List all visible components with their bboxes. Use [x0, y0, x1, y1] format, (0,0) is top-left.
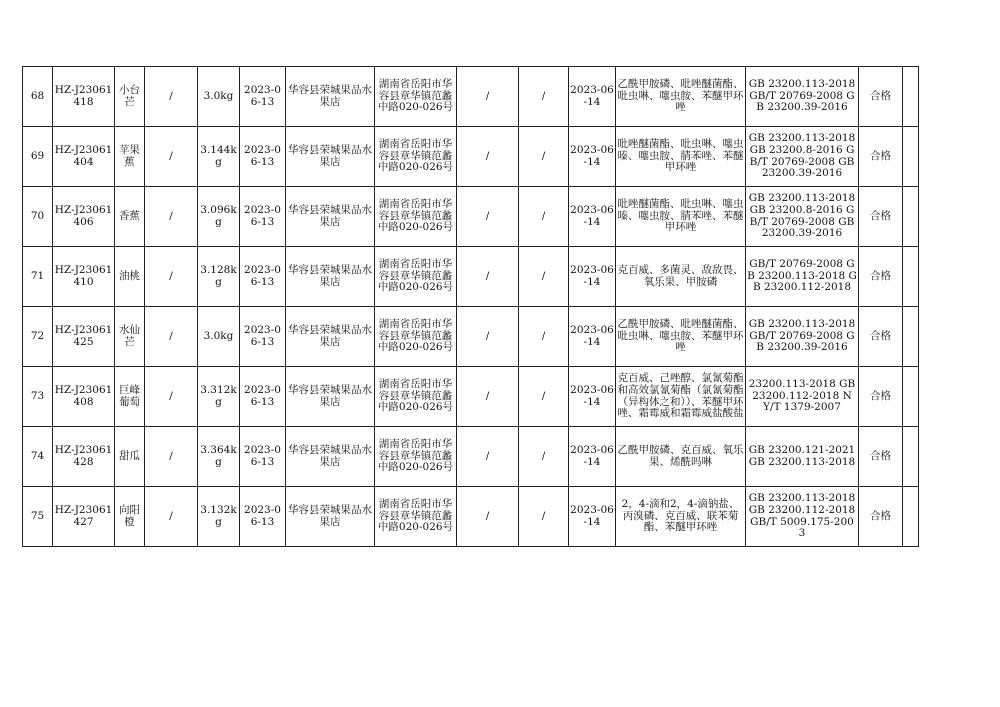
- remarks-cell: [903, 187, 919, 247]
- result-cell: 合格: [859, 67, 903, 127]
- standards-cell: GB 23200.113-2018 GB/T 20769-2008 GB 23200.39-2016: [746, 307, 859, 367]
- seller-address-cell: 湖南省岳阳市华容县章华镇范蠡中路020-026号: [375, 307, 457, 367]
- remarks-cell: [903, 367, 919, 427]
- sample-code-cell: HZ-J23061427: [53, 487, 115, 547]
- table-row: [23, 67, 919, 127]
- test-items-cell: 吡唑醚菌酯、吡虫啉、噻虫嗪、噻虫胺、腈苯唑、苯醚甲环唑: [616, 127, 746, 187]
- test-items-cell: 乙酰甲胺磷、克百威、氧乐果、烯酰吗啉: [616, 427, 746, 487]
- sample-code-cell: HZ-J23061418: [53, 67, 115, 127]
- product-name-cell: 油桃: [115, 247, 145, 307]
- seller-cell: 华容县荣城果品水果店: [286, 367, 375, 427]
- test-date-cell: 2023-06-14: [569, 487, 616, 547]
- seller-address-cell: 湖南省岳阳市华容县章华镇范蠡中路020-026号: [375, 367, 457, 427]
- test-items-cell: 克百威、多菌灵、敌敌畏、氧乐果、甲胺磷: [616, 247, 746, 307]
- product-name-cell: 苹果蕉: [115, 127, 145, 187]
- sample-date-cell: 2023-06-13: [240, 67, 286, 127]
- remarks-cell: [903, 307, 919, 367]
- table-row: [23, 127, 919, 187]
- product-name-cell: 甜瓜: [115, 427, 145, 487]
- spec-cell: /: [457, 247, 519, 307]
- sample-code-cell: HZ-J23061408: [53, 367, 115, 427]
- standards-cell: GB 23200.113-2018 GB 23200.8-2016 GB/T 20769-2008 GB 23200.39-2016: [746, 127, 859, 187]
- result-cell: 合格: [859, 427, 903, 487]
- row-number-cell: 75: [23, 487, 53, 547]
- seller-address-cell: 湖南省岳阳市华容县章华镇范蠡中路020-026号: [375, 187, 457, 247]
- brand-cell: /: [145, 127, 198, 187]
- standards-cell: GB/T 20769-2008 GB 23200.113-2018 GB 23200.112-2018: [746, 247, 859, 307]
- spec-cell: /: [457, 187, 519, 247]
- sample-date-cell: 2023-06-13: [240, 127, 286, 187]
- seller-cell: 华容县荣城果品水果店: [286, 187, 375, 247]
- remarks-cell: [903, 247, 919, 307]
- batch-cell: /: [519, 247, 569, 307]
- sample-code-cell: HZ-J23061406: [53, 187, 115, 247]
- brand-cell: /: [145, 67, 198, 127]
- brand-cell: /: [145, 187, 198, 247]
- batch-cell: /: [519, 427, 569, 487]
- seller-cell: 华容县荣城果品水果店: [286, 127, 375, 187]
- standards-cell: GB 23200.121-2021 GB 23200.113-2018: [746, 427, 859, 487]
- test-date-cell: 2023-06-14: [569, 127, 616, 187]
- batch-cell: /: [519, 127, 569, 187]
- result-cell: 合格: [859, 247, 903, 307]
- quantity-cell: 3.132kg: [198, 487, 240, 547]
- test-date-cell: 2023-06-14: [569, 307, 616, 367]
- sample-date-cell: 2023-06-13: [240, 487, 286, 547]
- row-number-cell: 74: [23, 427, 53, 487]
- product-name-cell: 小台芒: [115, 67, 145, 127]
- quantity-cell: 3.0kg: [198, 67, 240, 127]
- row-number-cell: 71: [23, 247, 53, 307]
- spec-cell: /: [457, 487, 519, 547]
- spec-cell: /: [457, 67, 519, 127]
- test-date-cell: 2023-06-14: [569, 187, 616, 247]
- batch-cell: /: [519, 367, 569, 427]
- sample-code-cell: HZ-J23061410: [53, 247, 115, 307]
- seller-address-cell: 湖南省岳阳市华容县章华镇范蠡中路020-026号: [375, 487, 457, 547]
- remarks-cell: [903, 427, 919, 487]
- seller-cell: 华容县荣城果品水果店: [286, 67, 375, 127]
- standards-cell: 23200.113-2018 GB 23200.112-2018 NY/T 1379-2007: [746, 367, 859, 427]
- quantity-cell: 3.312kg: [198, 367, 240, 427]
- result-cell: 合格: [859, 487, 903, 547]
- brand-cell: /: [145, 247, 198, 307]
- product-name-cell: 巨峰葡萄: [115, 367, 145, 427]
- test-items-cell: 吡唑醚菌酯、吡虫啉、噻虫嗪、噻虫胺、腈苯唑、苯醚甲环唑: [616, 187, 746, 247]
- seller-address-cell: 湖南省岳阳市华容县章华镇范蠡中路020-026号: [375, 427, 457, 487]
- batch-cell: /: [519, 307, 569, 367]
- sample-date-cell: 2023-06-13: [240, 367, 286, 427]
- remarks-cell: [903, 487, 919, 547]
- product-name-cell: 水仙芒: [115, 307, 145, 367]
- product-name-cell: 香蕉: [115, 187, 145, 247]
- remarks-cell: [903, 67, 919, 127]
- test-date-cell: 2023-06-14: [569, 247, 616, 307]
- table-row: [23, 487, 919, 547]
- standards-cell: GB 23200.113-2018 GB 23200.8-2016 GB/T 20769-2008 GB 23200.39-2016: [746, 187, 859, 247]
- quantity-cell: 3.144kg: [198, 127, 240, 187]
- result-cell: 合格: [859, 127, 903, 187]
- test-date-cell: 2023-06-14: [569, 427, 616, 487]
- result-cell: 合格: [859, 187, 903, 247]
- remarks-cell: [903, 127, 919, 187]
- standards-cell: GB 23200.113-2018 GB/T 20769-2008 GB 23200.39-2016: [746, 67, 859, 127]
- row-number-cell: 70: [23, 187, 53, 247]
- seller-address-cell: 湖南省岳阳市华容县章华镇范蠡中路020-026号: [375, 247, 457, 307]
- sample-date-cell: 2023-06-13: [240, 187, 286, 247]
- batch-cell: /: [519, 187, 569, 247]
- table-row: [23, 187, 919, 247]
- quantity-cell: 3.364kg: [198, 427, 240, 487]
- table-body: [23, 67, 919, 547]
- seller-cell: 华容县荣城果品水果店: [286, 247, 375, 307]
- brand-cell: /: [145, 307, 198, 367]
- quantity-cell: 3.0kg: [198, 307, 240, 367]
- row-number-cell: 69: [23, 127, 53, 187]
- spec-cell: /: [457, 367, 519, 427]
- test-date-cell: 2023-06-14: [569, 67, 616, 127]
- sample-date-cell: 2023-06-13: [240, 427, 286, 487]
- quantity-cell: 3.128kg: [198, 247, 240, 307]
- row-number-cell: 72: [23, 307, 53, 367]
- sample-code-cell: HZ-J23061425: [53, 307, 115, 367]
- test-date-cell: 2023-06-14: [569, 367, 616, 427]
- result-cell: 合格: [859, 307, 903, 367]
- brand-cell: /: [145, 427, 198, 487]
- sample-date-cell: 2023-06-13: [240, 307, 286, 367]
- standards-cell: GB 23200.113-2018 GB 23200.112-2018 GB/T 5009.175-2003: [746, 487, 859, 547]
- table-row: [23, 247, 919, 307]
- table-row: [23, 367, 919, 427]
- table-row: [23, 427, 919, 487]
- sample-code-cell: HZ-J23061428: [53, 427, 115, 487]
- product-name-cell: 向阳橙: [115, 487, 145, 547]
- batch-cell: /: [519, 487, 569, 547]
- spec-cell: /: [457, 307, 519, 367]
- seller-address-cell: 湖南省岳阳市华容县章华镇范蠡中路020-026号: [375, 67, 457, 127]
- row-number-cell: 73: [23, 367, 53, 427]
- brand-cell: /: [145, 487, 198, 547]
- seller-cell: 华容县荣城果品水果店: [286, 307, 375, 367]
- seller-cell: 华容县荣城果品水果店: [286, 487, 375, 547]
- test-items-cell: 乙酰甲胺磷、吡唑醚菌酯、吡虫啉、噻虫胺、苯醚甲环唑: [616, 67, 746, 127]
- test-items-cell: 乙酰甲胺磷、吡唑醚菌酯、吡虫啉、噻虫胺、苯醚甲环唑: [616, 307, 746, 367]
- sample-code-cell: HZ-J23061404: [53, 127, 115, 187]
- result-cell: 合格: [859, 367, 903, 427]
- quantity-cell: 3.096kg: [198, 187, 240, 247]
- results-table: [22, 66, 919, 547]
- test-items-cell: 2，4-滴和2，4-滴钠盐、丙溴磷、克百威、联苯菊酯、苯醚甲环唑: [616, 487, 746, 547]
- table-row: [23, 307, 919, 367]
- spec-cell: /: [457, 127, 519, 187]
- batch-cell: /: [519, 67, 569, 127]
- seller-cell: 华容县荣城果品水果店: [286, 427, 375, 487]
- brand-cell: /: [145, 367, 198, 427]
- test-items-cell: 克百威、己唑醇、氯氰菊酯和高效氯氰菊酯（氯氰菊酯（异构体之和））、苯醚甲环唑、霜霉威和霜霉威盐酸盐: [616, 367, 746, 427]
- spec-cell: /: [457, 427, 519, 487]
- sample-date-cell: 2023-06-13: [240, 247, 286, 307]
- seller-address-cell: 湖南省岳阳市华容县章华镇范蠡中路020-026号: [375, 127, 457, 187]
- row-number-cell: 68: [23, 67, 53, 127]
